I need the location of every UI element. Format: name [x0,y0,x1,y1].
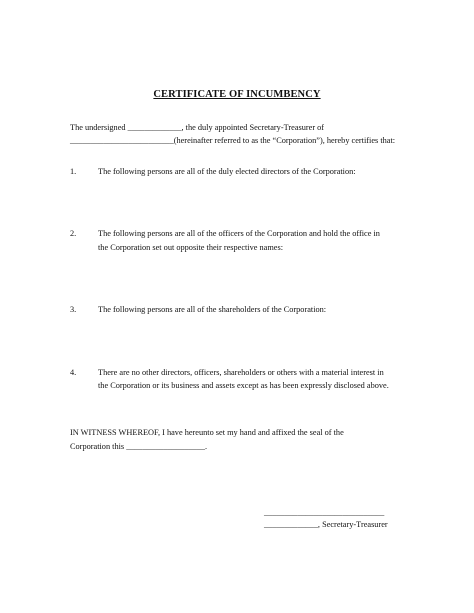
witness-line-1: IN WITNESS WHEREOF, I have hereunto set my hand and affixed the seal of the [70,428,344,437]
intro-line-2: _________________________(hereinafter referred to as the “Corporation”), hereby certifies that: [70,136,396,145]
document-title: CERTIFICATE OF INCUMBENCY [153,89,321,100]
item-3-number: 3. [70,305,77,314]
witness-line-2: Corporation this ___________________. [70,442,208,451]
item-2-text-line-1: The following persons are all of the officers of the Corporation and hold the office in [98,229,380,238]
signature-title: _____________, Secretary-Treasurer [264,520,388,529]
item-4-text-line-1: There are no other directors, officers, shareholders or others with a material interest in [98,368,384,377]
intro-line-1: The undersigned _____________, the duly appointed Secretary-Treasurer of [70,123,325,132]
item-4-number: 4. [70,368,77,377]
item-3-text: The following persons are all of the shareholders of the Corporation: [98,305,327,314]
item-4-text-line-2: the Corporation or its business and assets except as has been expressly disclosed above. [98,381,389,390]
item-2-text-line-2: the Corporation set out opposite their respective names: [98,243,284,252]
item-2-number: 2. [70,229,77,238]
item-1-number: 1. [70,167,77,176]
item-1-text: The following persons are all of the duly elected directors of the Corporation: [98,167,356,176]
signature-line: _____________________________ [264,508,385,517]
